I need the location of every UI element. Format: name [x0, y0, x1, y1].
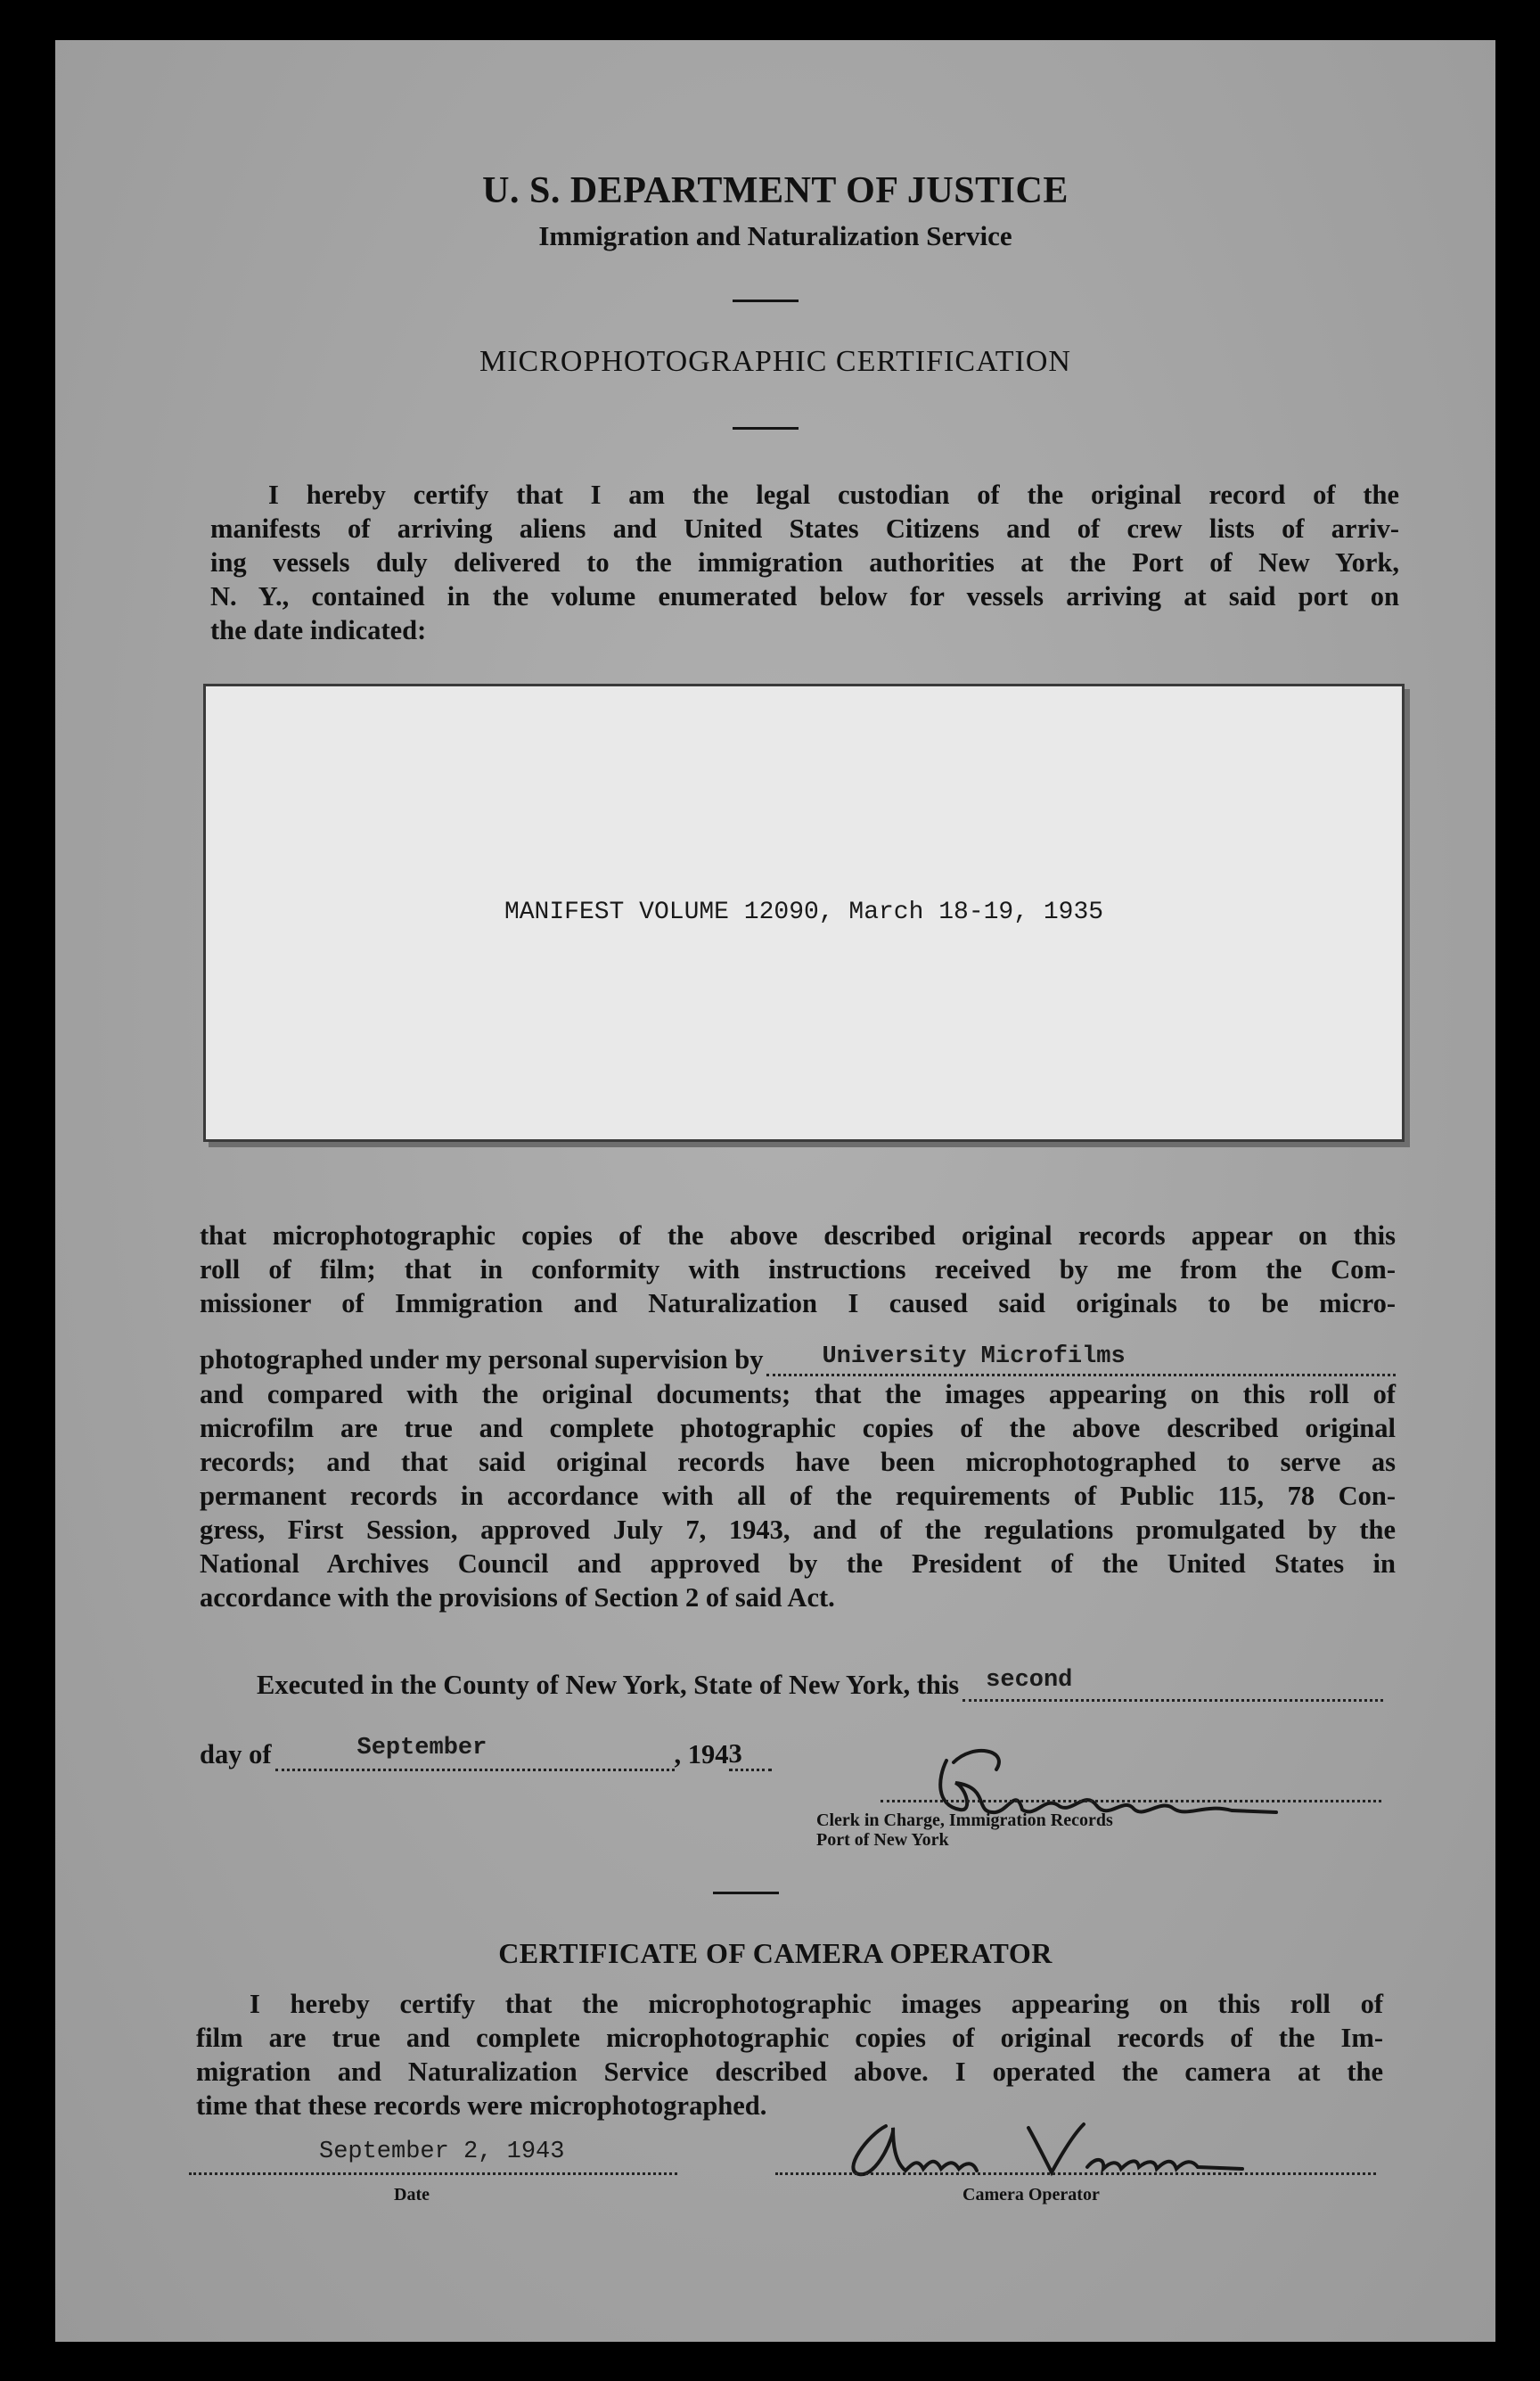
supervision-value: University Microfilms [822, 1343, 1126, 1370]
supervision-label: photographed under my personal supervision by [200, 1344, 764, 1375]
clerk-signature-line [881, 1800, 1381, 1802]
executed-label: Executed in the County of New York, State of New York, this [257, 1670, 960, 1700]
certificate-date-value: September 2, 1943 [319, 2139, 565, 2165]
paragraph-line: I hereby certify that the microphotographic images appearing on this roll of [250, 1989, 1383, 2019]
paragraph-line: the date indicated: [210, 615, 427, 645]
paragraph-line: migration and Naturalization Service described above. I operated the camera at the [196, 2057, 1383, 2087]
year-field [728, 1738, 772, 1771]
paragraph-line: N. Y., contained in the volume enumerated below for vessels arriving at said port on [210, 581, 1399, 612]
body-paragraph-continued [200, 1377, 1396, 1614]
certificate-page [55, 40, 1495, 2342]
divider [733, 300, 799, 302]
month-value: September [356, 1735, 487, 1761]
divider [713, 1892, 779, 1894]
date-line [189, 2172, 677, 2175]
day-of-label: day of [200, 1739, 272, 1769]
paragraph-line: microfilm are true and complete photographic copies of the above described original [200, 1413, 1396, 1443]
manifest-volume-text: MANIFEST VOLUME 12090, March 18-19, 1935 [504, 899, 1104, 926]
body-paragraph [200, 1219, 1396, 1320]
executed-line [257, 1666, 1383, 1702]
paragraph-line: roll of film; that in conformity with instructions received by me from the Com- [200, 1254, 1396, 1285]
intro-paragraph [210, 478, 1399, 647]
certification-title: MICROPHOTOGRAPHIC CERTIFICATION [479, 345, 1071, 378]
supervision-field [766, 1343, 1396, 1376]
paragraph-line: I hereby certify that I am the legal custodian of the original record of the [268, 480, 1399, 510]
clerk-title: Clerk in Charge, Immigration Records [816, 1810, 1113, 1830]
service-subheading: Immigration and Naturalization Service [538, 220, 1012, 251]
paragraph-line: permanent records in accordance with all of the requirements of Public 115, 78 Con- [200, 1481, 1396, 1511]
paragraph-line: ing vessels duly delivered to the immigration authorities at the Port of New York, [210, 547, 1399, 578]
camera-operator-signature-line [775, 2172, 1376, 2175]
paragraph-line: missioner of Immigration and Naturalization I caused said originals to be micro- [200, 1288, 1396, 1318]
camera-certificate-paragraph [196, 1987, 1383, 2122]
camera-operator-label: Camera Operator [962, 2185, 1100, 2204]
date-line [200, 1736, 895, 1771]
department-heading: U. S. DEPARTMENT OF JUSTICE [482, 170, 1069, 211]
paragraph-line: National Archives Council and approved by the President of the United States in [200, 1548, 1396, 1579]
manifest-card [203, 684, 1405, 1142]
paragraph-line: film are true and complete microphotographic copies of original records of the Im- [196, 2023, 1383, 2053]
divider [733, 427, 799, 430]
paragraph-line: gress, First Session, approved July 7, 1943, and of the regulations promulgated by the [200, 1515, 1396, 1545]
day-value: second [986, 1667, 1073, 1694]
year-prefix: , 194 [674, 1739, 729, 1769]
camera-operator-signature [823, 2108, 1269, 2188]
day-field [962, 1667, 1383, 1702]
paragraph-line: manifests of arriving aliens and United States Citizens and of crew lists of arriv- [210, 513, 1399, 544]
paragraph-line: and compared with the original documents; that the images appearing on this roll of [200, 1379, 1396, 1409]
year-value: 3 [728, 1738, 742, 1769]
clerk-port: Port of New York [816, 1830, 949, 1850]
paragraph-line: time that these records were microphotographed. [196, 2090, 767, 2121]
paragraph-line: records; and that said original records have been microphotographed to serve as [200, 1447, 1396, 1477]
paragraph-line: accordance with the provisions of Section 2 of said Act. [200, 1582, 835, 1613]
paragraph-line: that microphotographic copies of the above described original records appear on this [200, 1220, 1396, 1251]
date-label: Date [394, 2185, 430, 2204]
camera-certificate-title: CERTIFICATE OF CAMERA OPERATOR [498, 1937, 1053, 1969]
supervision-line [200, 1341, 1396, 1376]
month-field [275, 1735, 675, 1771]
